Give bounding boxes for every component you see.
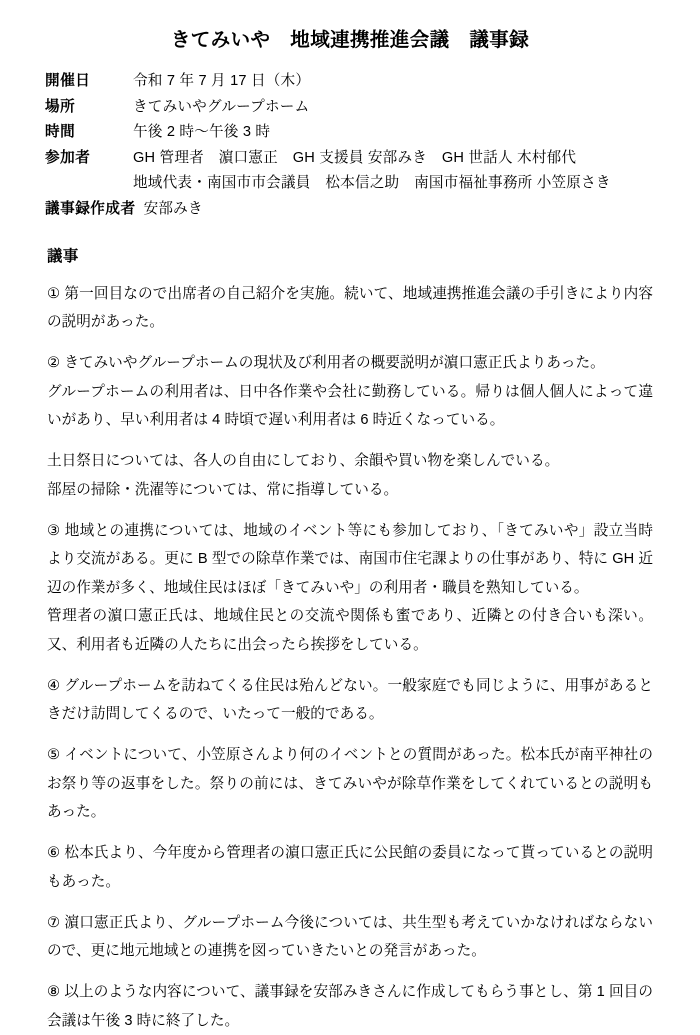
minutes-paragraph: グループホームの利用者は、日中各作業や会社に勤務している。帰りは個人個人によって違いがあり、早い利用者は 4 時頃で遅い利用者は 6 時近くなっている。	[47, 383, 653, 429]
header-field-value: 地域代表・南国市市会議員 松本信之助 南国市福祉事務所 小笠原さき	[133, 175, 611, 192]
minutes-paragraph: ④ グループホームを訪ねてくる住民は殆んどない。一般家庭でも同じように、用事があるときだけ訪問してくるので、いたって一般的である。	[47, 677, 653, 723]
header-field-value: 令和 7 年 7 月 17 日（木）	[133, 73, 311, 90]
minutes-item	[47, 741, 653, 827]
minutes-item	[47, 447, 653, 504]
header-field-row	[45, 69, 655, 95]
minutes-item	[47, 280, 653, 337]
minutes-paragraph: 管理者の濵口憲正氏は、地域住民との交流や関係も蜜であり、近隣との付き合いも深い。又、利用者も近隣の人たちに出会ったら挨拶をしている。	[47, 608, 653, 653]
header-field-row	[45, 95, 655, 121]
page-title: きてみいや 地域連携推進会議 議事録	[170, 29, 530, 51]
minutes-item	[47, 909, 653, 966]
header-fields	[0, 69, 700, 222]
minutes-body	[0, 280, 700, 1035]
minutes-paragraph: 土日祭日については、各人の自由にしており、余韻や買い物を楽しんでいる。	[47, 453, 560, 470]
header-field-label: 時間	[45, 124, 76, 141]
minutes-paragraph: ② きてみいやグループホームの現状及び利用者の概要説明が濵口憲正氏よりあった。	[47, 355, 605, 372]
header-field-value: 安部みき	[143, 200, 203, 217]
minutes-paragraph: ⑦ 濵口憲正氏より、グループホーム今後については、共生型も考えていかなければならないので、更に地元地域との連携を図っていきたいとの発言があった。	[47, 914, 653, 960]
header-field-row	[45, 120, 655, 146]
minutes-paragraph: ⑤ イベントについて、小笠原さんより何のイベントとの質問があった。松本氏が南平神社のお祭り等の返事をした。祭りの前には、きてみいやが除草作業をしてくれているとの説明もあった。	[47, 747, 653, 821]
header-field-row	[45, 146, 655, 172]
header-field-label: 参加者	[45, 149, 91, 166]
minutes-paragraph: ① 第一回目なので出席者の自己紹介を実施。続いて、地域連携推進会議の手引きにより内容の説明があった。	[47, 285, 653, 331]
header-field-label: 開催日	[45, 73, 91, 90]
minutes-item	[47, 839, 653, 896]
header-field-value: きてみいやグループホーム	[133, 98, 310, 115]
minutes-item	[47, 672, 653, 729]
header-field-value: 午後 2 時〜午後 3 時	[133, 124, 271, 141]
header-field-value: GH 管理者 濵口憲正 GH 支援員 安部みき GH 世話人 木村郁代	[133, 149, 577, 166]
minutes-item	[47, 517, 653, 660]
minutes-item	[47, 349, 653, 435]
minutes-paragraph: 部屋の掃除・洗濯等については、常に指導している。	[47, 481, 399, 498]
minutes-paragraph: ③ 地域との連携については、地域のイベント等にも参加しており、「きてみいや」設立当時より交流がある。更に B 型での除草作業では、南国市住宅課よりの仕事があり、特に GH 近辺の作業が多く、地域住民はほぼ「きてみいや」の利用者・職員を熟知している。	[47, 522, 653, 596]
header-field-label: 議事録作成者	[45, 200, 136, 217]
minutes-heading: 議事	[47, 248, 79, 266]
minutes-paragraph: ⑧ 以上のような内容について、議事録を安部みきさんに作成してもらう事とし、第 1 回目の会議は午後 3 時に終了した。	[47, 984, 653, 1029]
header-field-label: 場所	[45, 98, 76, 115]
minutes-paragraph: ⑥ 松本氏より、今年度から管理者の濵口憲正氏に公民館の委員になって貰っているとの説明もあった。	[47, 845, 653, 890]
header-field-row	[45, 197, 655, 223]
header-field-row	[45, 171, 655, 197]
minutes-item	[47, 978, 653, 1035]
